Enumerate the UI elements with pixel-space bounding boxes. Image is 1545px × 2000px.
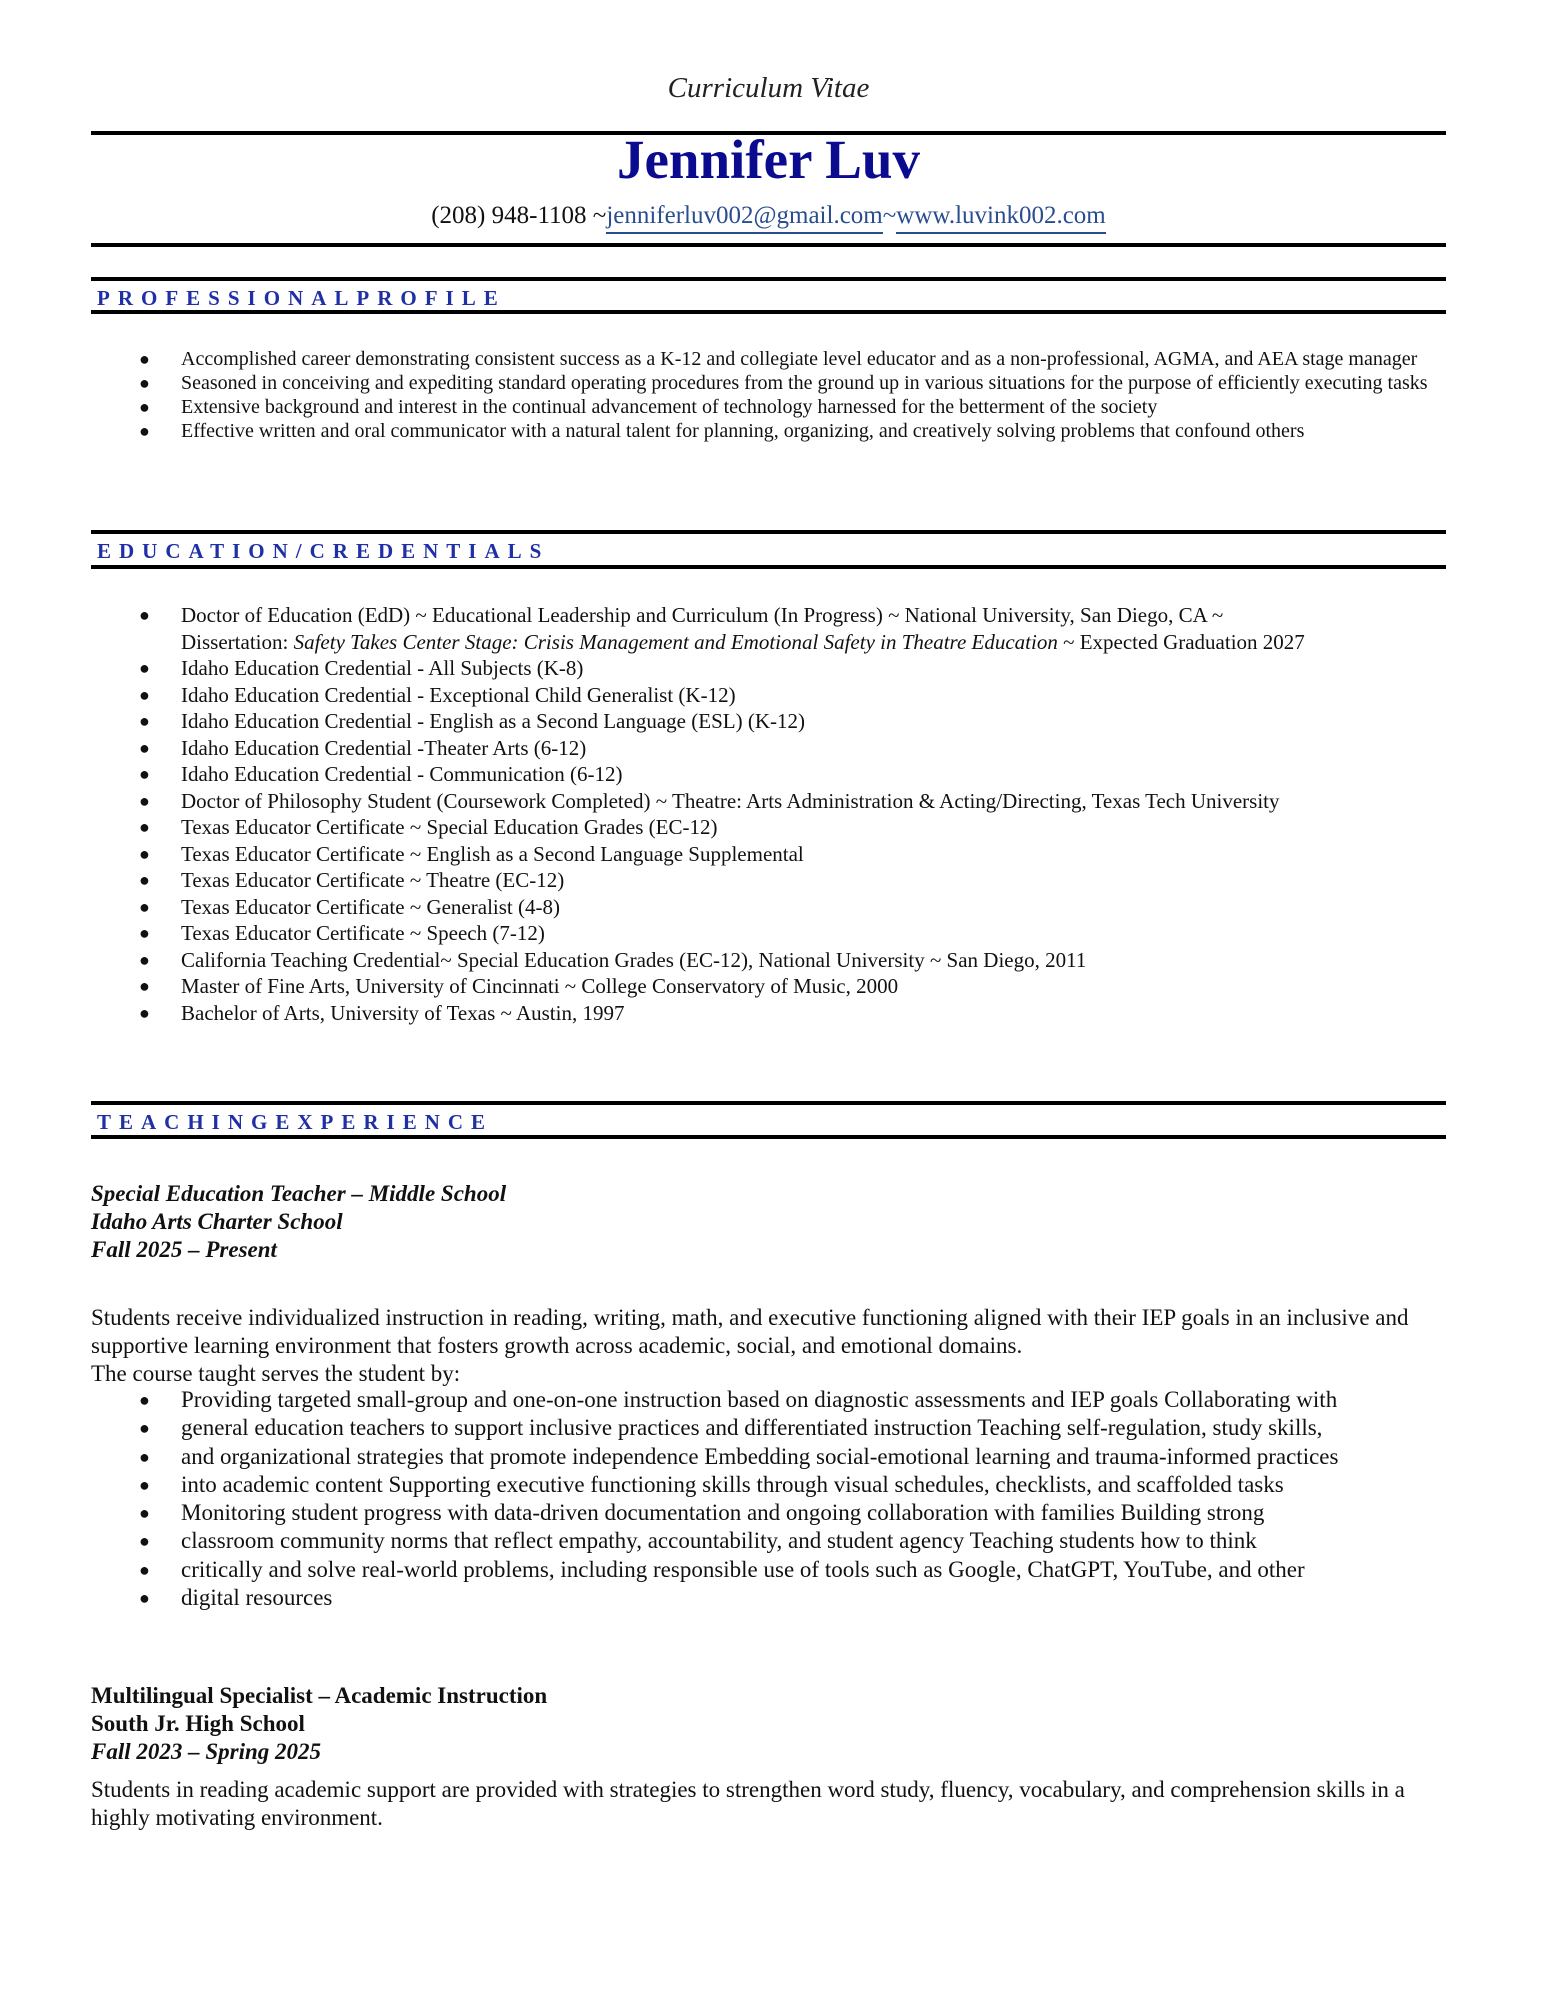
list-item: ● Texas Educator Certificate ~ English as a Second Language Supplemental xyxy=(139,841,804,866)
list-item: ● Doctor of Philosophy Student (Coursework Completed) ~ Theatre: Arts Administration & Acting/Directing, Texas Tech University xyxy=(139,788,1280,813)
job-heading xyxy=(91,1682,547,1766)
list-item: ● Idaho Education Credential - English as a Second Language (ESL) (K-12) xyxy=(139,709,805,733)
contact-line xyxy=(91,202,1446,234)
dissertation-title: Safety Takes Center Stage: Crisis Management and Emotional Safety in Theatre Education xyxy=(293,629,1058,654)
list-item: ● Doctor of Education (EdD) ~ Educational Leadership and Curriculum (In Progress) ~ National University, San Diego, CA ~ Dissertation: Safety Takes Center Stage: Crisis Management and Emotional Safety in Theatre Education ~ Expected Graduation 2027 xyxy=(139,603,1305,654)
job-role: Multilingual Specialist – Academic Instruction xyxy=(91,1683,548,1708)
list-item: ● Providing targeted small-group and one-on-one instruction based on diagnostic assessments and IEP goals Collaborating with xyxy=(139,1387,1338,1412)
profile-list xyxy=(91,347,1456,443)
list-item: ● California Teaching Credential~ Special Education Grades (EC-12), National University ~ San Diego, 2011 xyxy=(139,947,1087,972)
header-rule-bottom xyxy=(91,243,1446,247)
job-dates: Fall 2025 – Present xyxy=(91,1237,277,1262)
job-school: Idaho Arts Charter School xyxy=(91,1209,343,1234)
phone: (208) 948-1108 xyxy=(431,202,587,229)
email-link[interactable]: jenniferluv002@gmail.com xyxy=(606,202,883,229)
duties-intro: The course taught serves the student by: xyxy=(91,1361,461,1386)
duties-list xyxy=(91,1386,1451,1612)
job-description: Students in reading academic support are provided with strategies to strengthen word study, fluency, vocabulary, and comprehension skills in a highly motivating environment. xyxy=(91,1777,1405,1830)
section-rule xyxy=(91,1101,1446,1105)
list-item: ● critically and solve real-world problems, including responsible use of tools such as Google, ChatGPT, YouTube, and other xyxy=(139,1556,1305,1582)
list-item: ● Seasoned in conceiving and expediting standard operating procedures from the ground up in various situations for the purpose of efficiently executing tasks xyxy=(139,372,1428,394)
list-item: ● general education teachers to support inclusive practices and differentiated instruction Teaching self-regulation, study skills, xyxy=(139,1415,1323,1441)
contact-separator: ~ xyxy=(592,202,607,229)
list-item: ● Texas Educator Certificate ~ Generalist (4-8) xyxy=(139,894,560,919)
list-item: ● Master of Fine Arts, University of Cincinnati ~ College Conservatory of Music, 2000 xyxy=(139,974,899,998)
list-item: ● classroom community norms that reflect empathy, accountability, and student agency Teaching students how to think xyxy=(139,1528,1257,1554)
section-rule xyxy=(91,530,1446,534)
list-item: ● Idaho Education Credential - Exceptional Child Generalist (K-12) xyxy=(139,682,736,707)
education-list xyxy=(91,602,1456,1026)
section-title-profile: PROFESSIONALPROFILE xyxy=(97,286,506,310)
list-item: ● Texas Educator Certificate ~ Speech (7-12) xyxy=(139,921,545,945)
website-link[interactable]: www.luvink002.com xyxy=(896,202,1106,229)
list-item: ● Effective written and oral communicator with a natural talent for planning, organizing, and creatively solving problems that confound others xyxy=(139,420,1305,442)
section-rule xyxy=(91,310,1446,314)
document-type: Curriculum Vitae xyxy=(667,72,870,104)
job-heading xyxy=(91,1180,506,1264)
job-school: South Jr. High School xyxy=(91,1711,305,1736)
job-role: Special Education Teacher – Middle School xyxy=(91,1181,507,1206)
candidate-name: Jennifer Luv xyxy=(616,129,921,190)
job-dates: Fall 2023 – Spring 2025 xyxy=(91,1739,322,1764)
section-title-education: EDUCATION/CREDENTIALS xyxy=(97,539,550,563)
list-item: ● Idaho Education Credential -Theater Arts (6-12) xyxy=(139,735,587,760)
list-item: ● Idaho Education Credential - All Subjects (K-8) xyxy=(139,656,584,680)
list-item: ● Extensive background and interest in the continual advancement of technology harnessed for the betterment of the society xyxy=(139,396,1158,418)
section-rule xyxy=(91,565,1446,569)
list-item: ● digital resources xyxy=(139,1585,333,1611)
list-item: ● Bachelor of Arts, University of Texas ~ Austin, 1997 xyxy=(139,1000,625,1025)
section-rule xyxy=(91,1135,1446,1139)
list-item: ● Texas Educator Certificate ~ Theatre (EC-12) xyxy=(139,868,565,892)
list-item: ● into academic content Supporting executive functioning skills through visual schedules, checklists, and scaffolded tasks xyxy=(139,1471,1284,1497)
list-item: ● Monitoring student progress with data-driven documentation and ongoing collaboration with families Building strong xyxy=(139,1500,1265,1526)
job-description: Students receive individualized instruction in reading, writing, math, and executive functioning aligned with their IEP goals in an inclusive and supportive learning environment that fosters growth across academic, social, and emotional domains. The course taught serves the student by: xyxy=(91,1304,1451,1388)
section-title-teaching: TEACHINGEXPERIENCE xyxy=(97,1110,494,1134)
contact-separator: ~ xyxy=(882,202,897,229)
list-item: ● and organizational strategies that promote independence Embedding social-emotional learning and trauma-informed practices xyxy=(139,1443,1339,1469)
list-item: ● Accomplished career demonstrating consistent success as a K-12 and collegiate level educator and as a non-professional, AGMA, and AEA stage manager xyxy=(139,348,1418,370)
section-rule xyxy=(91,277,1446,281)
list-item: ● Texas Educator Certificate ~ Special Education Grades (EC-12) xyxy=(139,815,718,839)
list-item: ● Idaho Education Credential - Communication (6-12) xyxy=(139,762,623,786)
